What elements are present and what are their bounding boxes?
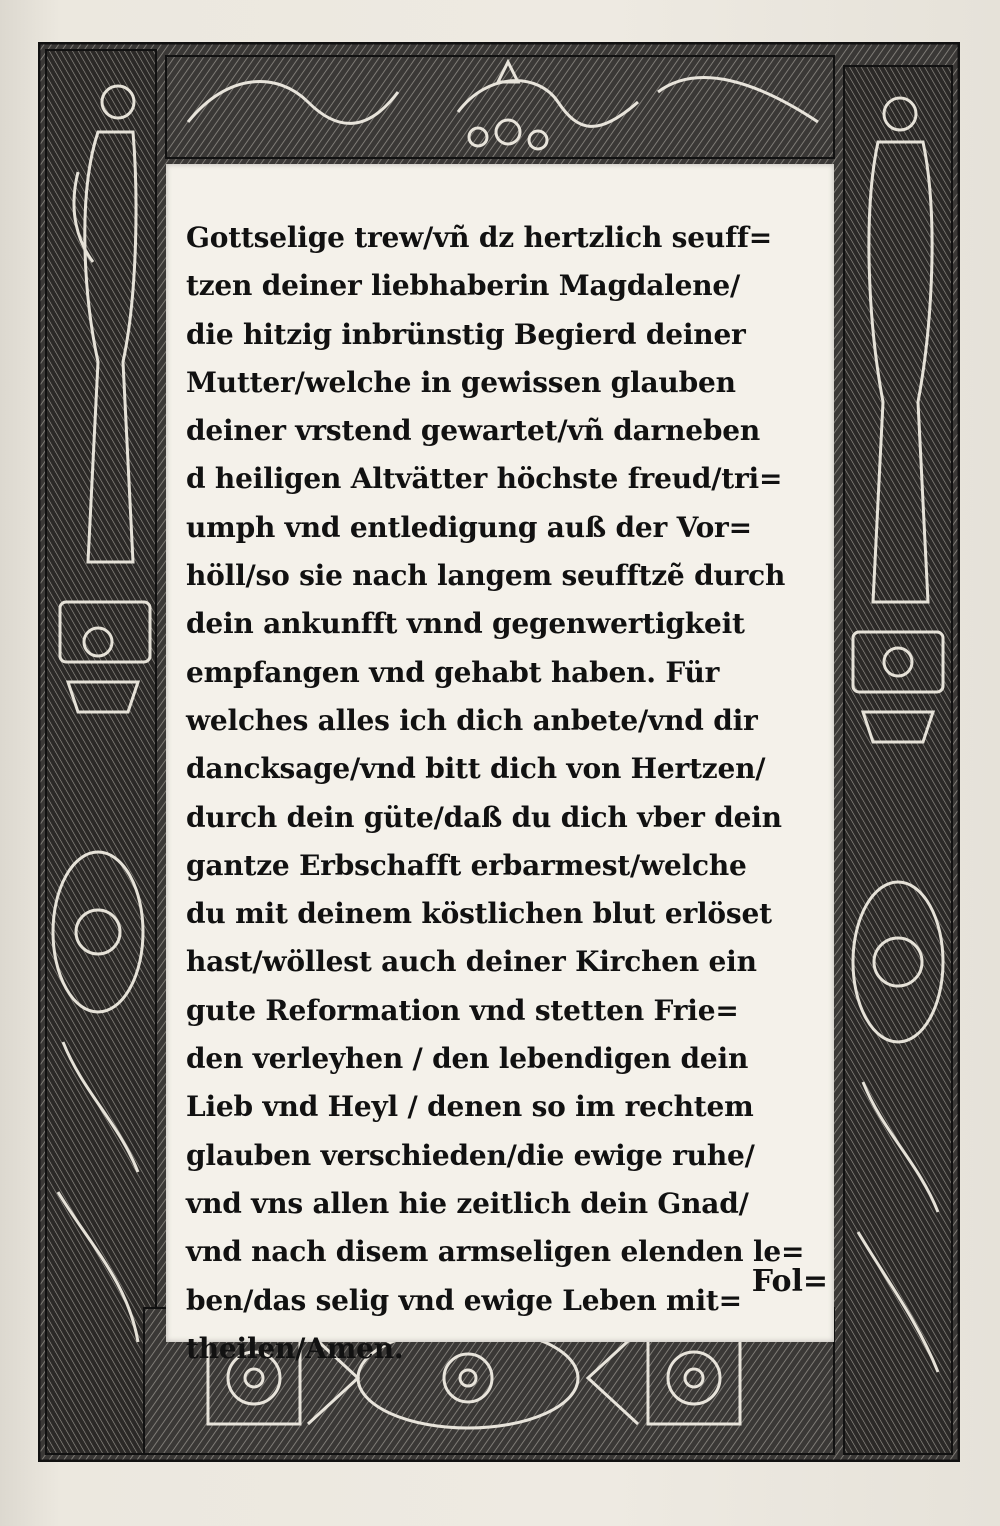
text-line: tzen deiner liebhaberin Magdalene/ (186, 269, 740, 303)
text-line: umph vnd entledigung auß der Vor= (186, 510, 752, 544)
text-line: Mutter/welche in gewissen glauben (186, 365, 736, 399)
text-line: glauben verschieden/die ewige ruhe/ (186, 1138, 755, 1172)
text-line: theilen/Amen. (186, 1331, 404, 1365)
woodcut-border-frame (38, 42, 960, 1462)
text-line: du mit deinem köstlichen blut erlöset (186, 897, 772, 931)
text-line: dancksage/vnd bitt dich von Hertzen/ (186, 752, 766, 786)
text-line: vnd nach disem armseligen elenden le= (186, 1235, 805, 1269)
text-line: ben/das selig vnd ewige Leben mit= (186, 1283, 742, 1317)
text-line: d heiligen Altvätter höchste freud/tri= (186, 462, 783, 496)
text-line: gute Reformation vnd stetten Frie= (186, 993, 739, 1027)
text-line: welches alles ich dich anbete/vnd dir (186, 703, 758, 737)
text-line: Lieb vnd Heyl / denen so im rechtem (186, 1090, 754, 1124)
text-line: empfangen vnd gehabt haben. Für (186, 655, 720, 689)
text-line: hast/wöllest auch deiner Kirchen ein (186, 945, 757, 979)
prayer-text (186, 214, 822, 1373)
text-line: die hitzig inbrünstig Begierd deiner (186, 317, 746, 351)
text-line: durch dein güte/daß du dich vber dein (186, 800, 782, 834)
text-line: Gottselige trew/vñ dz hertzlich seuff= (186, 221, 772, 254)
text-line: höll/so sie nach langem seufftzẽ durch (186, 559, 786, 593)
text-line: vnd vns allen hie zeitlich dein Gnad/ (186, 1186, 749, 1220)
text-line: deiner vrstend gewartet/vñ darneben (186, 414, 760, 448)
text-line: gantze Erbschafft erbarmest/welche (186, 848, 747, 882)
text-line: dein ankunfft vnnd gegenwertigkeit (186, 607, 745, 641)
text-block (166, 164, 834, 1365)
text-line: den verleyhen / den lebendigen dein (186, 1042, 749, 1076)
catchword: Fol= (751, 1264, 828, 1299)
